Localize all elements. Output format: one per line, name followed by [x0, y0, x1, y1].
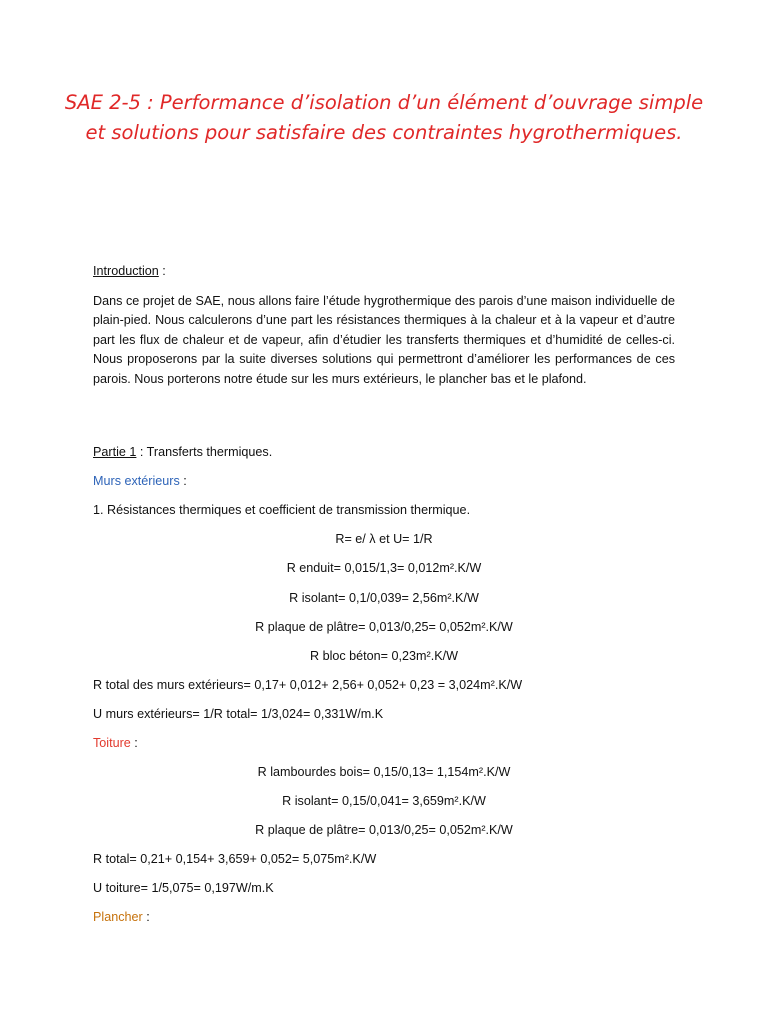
partie1-text: : Transferts thermiques.: [136, 445, 273, 459]
toiture-colon: :: [130, 736, 138, 750]
murs-heading: Murs extérieurs: [93, 474, 180, 488]
murs-colon: :: [179, 474, 187, 488]
toiture-u-line: U toiture= 1/5,075= 0,197W/m.K: [93, 881, 274, 895]
introduction-colon: :: [158, 264, 166, 278]
toiture-r-isolant-line: R isolant= 0,15/0,041= 3,659m².K/W: [282, 794, 486, 808]
toiture-heading-line: [93, 734, 138, 752]
partie1-label: Partie 1: [93, 445, 137, 459]
toiture-r-platre-line: R plaque de plâtre= 0,013/0,25= 0,052m².K/W: [255, 823, 513, 837]
introduction-heading: Introduction: [93, 264, 159, 278]
plancher-heading: Plancher: [93, 910, 143, 924]
introduction-heading-line: [93, 262, 166, 280]
murs-r-total-line: R total des murs extérieurs= 0,17+ 0,012+ 2,56+ 0,052+ 0,23 = 3,024m².K/W: [93, 678, 523, 692]
formula-line: R= e/ λ et U= 1/R: [335, 532, 433, 546]
murs-subtitle: 1. Résistances thermiques et coefficient de transmission thermique.: [93, 503, 471, 517]
r-platre-line: R plaque de plâtre= 0,013/0,25= 0,052m².K/W: [255, 620, 513, 634]
r-beton-line: R bloc béton= 0,23m².K/W: [309, 649, 459, 663]
toiture-r-total-line: R total= 0,21+ 0,154+ 3,659+ 0,052= 5,075m².K/W: [93, 852, 377, 866]
document-title: SAE 2-5 : Performance d’isolation d’un élément d’ouvrage simple et solutions pour satisfaire des contraintes hygrothermiques.: [64, 91, 704, 144]
partie1-line: [93, 443, 272, 461]
toiture-heading: Toiture: [93, 736, 131, 750]
plancher-colon: :: [142, 910, 150, 924]
r-isolant-line: R isolant= 0,1/0,039= 2,56m².K/W: [289, 591, 479, 605]
introduction-paragraph: Dans ce projet de SAE, nous allons faire l’étude hygrothermique des parois d’une maison individuelle de plain-pied. Nous calculerons d’une part les résistances thermiques à la chaleur et à la vapeur et d’autre part les flux de chaleur et de vapeur, afin d’étudier les transferts thermiques et d’humidité de celles-ci. Nous proposerons par la suite diverses solutions qui permettront d’améliorer les performances de ces parois. Nous porterons notre étude sur les murs extérieurs, le plancher bas et le plafond.: [93, 294, 675, 386]
plancher-heading-line: [93, 908, 150, 926]
r-lambourdes-line: R lambourdes bois= 0,15/0,13= 1,154m².K/W: [257, 765, 511, 779]
r-enduit-line: R enduit= 0,015/1,3= 0,012m².K/W: [286, 561, 482, 575]
murs-heading-line: [93, 472, 187, 490]
murs-u-line: U murs extérieurs= 1/R total= 1/3,024= 0,331W/m.K: [93, 707, 384, 721]
